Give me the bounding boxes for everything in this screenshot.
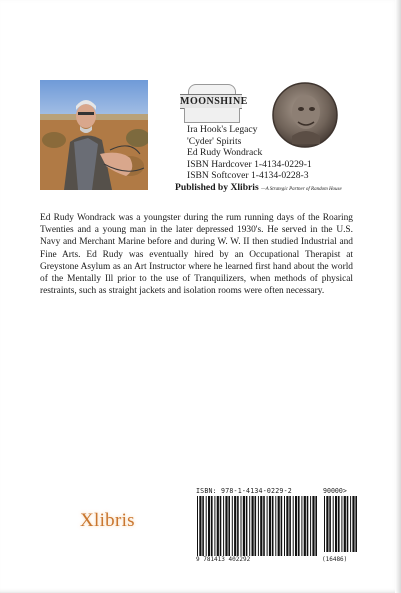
barcode-bar <box>223 496 224 556</box>
moonshine-wordmark: MOONSHINE <box>180 96 248 107</box>
publisher-note: —A Strategic Partner of Random House <box>261 186 342 192</box>
addon-barcode <box>323 496 359 552</box>
barcode-bar <box>225 496 227 556</box>
author-photo <box>40 80 148 190</box>
barcode-bar <box>278 496 280 556</box>
isbn-label: ISBN: 978-1-4134-0229-2 <box>196 487 292 495</box>
barcode-bar <box>217 496 219 556</box>
barcode-bar <box>275 496 276 556</box>
barcode-bar <box>199 496 201 556</box>
book-title: Ira Hook's Legacy <box>187 124 258 135</box>
barcode-bar <box>301 496 302 556</box>
barcode-bar <box>243 496 245 556</box>
barcode-bar <box>333 496 334 552</box>
publisher-line <box>175 182 395 196</box>
barcode-bar <box>220 496 222 556</box>
barcode-bar <box>234 496 236 556</box>
barcode-bar <box>255 496 257 556</box>
barcode-bar <box>252 496 254 556</box>
barcode-bar <box>289 496 291 556</box>
xlibris-logo: Xlibris <box>80 510 135 531</box>
barcode-bar <box>202 496 204 556</box>
barcode-bar <box>315 496 317 556</box>
barcode-bar <box>312 496 314 556</box>
barcode-bar <box>241 496 242 556</box>
barcode-bar <box>260 496 262 556</box>
barcode-bar <box>269 496 271 556</box>
addon-digits: (16486) <box>322 556 348 563</box>
barcode-bar <box>350 496 351 552</box>
barcode-bar <box>281 496 283 556</box>
barcode-bar <box>272 496 274 556</box>
barcode-bar <box>341 496 342 552</box>
barcode-bar <box>329 496 331 552</box>
barcode-bar <box>304 496 306 556</box>
barcode-bar <box>228 496 230 556</box>
barcode-bar <box>208 496 210 556</box>
barcode-bar <box>310 496 311 556</box>
barcode-bar <box>352 496 354 552</box>
isbn-hardcover: ISBN Hardcover 1-4134-0229-1 <box>187 158 312 170</box>
price-code: 90000> <box>323 487 347 495</box>
book-subtitle: 'Cyder' Spirits <box>187 135 242 147</box>
moonshine-logo <box>180 84 248 124</box>
barcode-bar <box>232 496 233 556</box>
barcode-bar <box>214 496 215 556</box>
barcode-bar <box>355 496 357 552</box>
barcode-bar <box>284 496 285 556</box>
book-author: Ed Rudy Wondrack <box>187 147 263 159</box>
barcode-bar <box>249 496 250 556</box>
barcode-digits: 9 781413 402292 <box>196 556 251 563</box>
barcode-bar <box>237 496 239 556</box>
barcode-bar <box>324 496 325 552</box>
isbn-softcover: ISBN Softcover 1-4134-0228-3 <box>187 170 309 182</box>
barcode-bar <box>197 496 198 556</box>
barcode-bar <box>263 496 265 556</box>
book-description: Ed Rudy Wondrack was a youngster during the rum running days of the Roaring Twenties and a young man in the later depressed 1930's. He served in the U.S. Navy and Merchant Marine before and during W. W. II then studied Industrial and Fine Arts. Ed Rudy was eventually hired by an Occupational Therapist at Greystone Asylum as an Art Instructor where he learned first hand about the world of the Mentally Ill prior to the use of Tranquilizers, when methods of physical restraints, such as straight jackets and isolation rooms were often necessary. <box>40 213 353 297</box>
book-info <box>175 124 395 196</box>
isbn-barcode <box>196 496 319 556</box>
barcode-bar <box>335 496 337 552</box>
barcode-bar <box>326 496 328 552</box>
barcode-bar <box>211 496 213 556</box>
barcode-bar <box>338 496 340 552</box>
barcode-bar <box>246 496 248 556</box>
barcode-bar <box>258 496 259 556</box>
barcode-bar <box>295 496 297 556</box>
barcode-bar <box>286 496 288 556</box>
barcode-bar <box>347 496 349 552</box>
barcode-bar <box>344 496 346 552</box>
logo-base <box>184 108 240 123</box>
barcode-bar <box>267 496 268 556</box>
barcode-bar <box>298 496 300 556</box>
publisher-name: Published by Xlibris <box>175 181 259 193</box>
barcode-bar <box>307 496 309 556</box>
cover-edge <box>395 0 401 593</box>
barcode-bar <box>293 496 294 556</box>
barcode-bar <box>206 496 207 556</box>
